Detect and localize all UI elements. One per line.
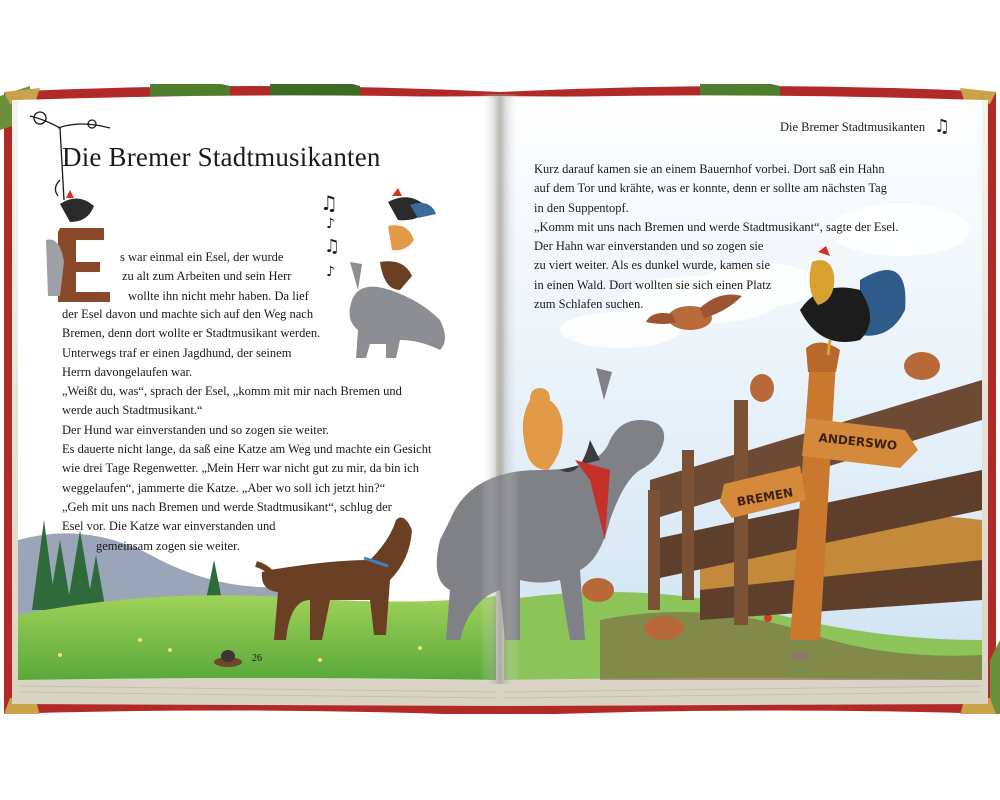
body-line: wie drei Tage Regenwetter. „Mein Herr war nicht gut zu mir, da bin ich	[62, 461, 419, 476]
body-line: weggelaufen“, jammerte die Katze. „Aber wo soll ich jetzt hin?“	[62, 480, 386, 495]
body-line: zum Schlafen suchen.	[534, 297, 644, 312]
body-line: „Weißt du, was“, sprach der Esel, „komm mit mir nach Bremen und	[62, 384, 402, 399]
body-line: „Komm mit uns nach Bremen und werde Stadtmusikant“, sagte der Esel.	[534, 219, 899, 234]
body-line: Herrn davongelaufen war.	[62, 364, 193, 379]
body-line: Bremen, denn dort wollte er Stadtmusikant werden.	[62, 326, 321, 341]
left-body	[62, 305, 431, 556]
body-line: Esel vor. Die Katze war einverstanden und	[62, 519, 276, 534]
body-line: „Geh mit uns nach Bremen und werde Stadtmusikant“, schlug der	[62, 499, 392, 514]
right-body	[534, 160, 899, 314]
body-line: werde auch Stadtmusikant.“	[62, 403, 203, 418]
intro-line: wollte ihn nicht mehr haben. Da lief	[128, 288, 309, 303]
intro-line: zu alt zum Arbeiten und sein Herr	[122, 269, 292, 284]
running-head: Die Bremer Stadtmusikanten	[780, 120, 926, 134]
body-line: auf dem Tor und krähte, was er konnte, denn er sollte am nächsten Tag	[534, 181, 887, 196]
svg-text:♫: ♫	[934, 116, 951, 137]
left-intro	[120, 248, 309, 306]
svg-text:♫: ♫	[320, 191, 338, 215]
body-line: Es dauerte nicht lange, da saß eine Katze am Weg und machte ein Gesicht	[62, 442, 432, 457]
body-line: in einen Wald. Dort wollten sie sich einen Platz	[534, 277, 772, 292]
intro-line: s war einmal ein Esel, der wurde	[120, 250, 284, 264]
svg-text:♫: ♫	[324, 236, 341, 257]
sign-anderswo: ANDERSWO	[817, 430, 898, 453]
body-line: Unterwegs traf er einen Jagdhund, der seinem	[62, 345, 292, 360]
body-line: der Esel davon und machte sich auf den Weg nach	[62, 307, 314, 321]
body-line: Der Hund war einverstanden und so zogen sie weiter.	[62, 422, 329, 437]
body-line: gemeinsam zogen sie weiter.	[96, 538, 240, 553]
body-line: in den Suppentopf.	[534, 200, 629, 215]
svg-text:♪: ♪	[326, 264, 335, 280]
svg-text:♪: ♪	[326, 216, 335, 232]
page-number: 26	[252, 653, 262, 664]
body-line: Kurz darauf kamen sie an einem Bauernhof vorbei. Dort saß ein Hahn	[534, 162, 885, 176]
body-line: Der Hahn war einverstanden und so zogen sie	[534, 239, 764, 254]
page-title: Die Bremer Stadtmusikanten	[62, 142, 381, 172]
body-line: zu viert weiter. Als es dunkel wurde, kamen sie	[534, 258, 771, 273]
sign-bremen: BREMEN	[735, 485, 795, 510]
spine-shadow	[480, 94, 520, 684]
